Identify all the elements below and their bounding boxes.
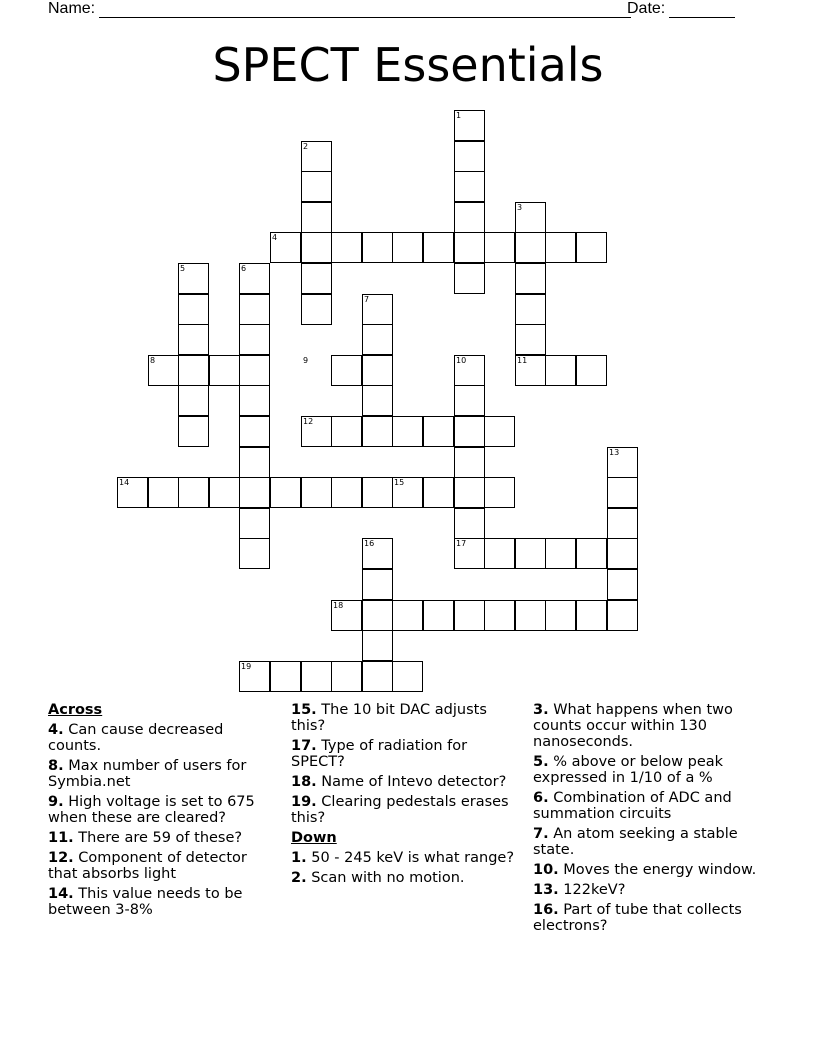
clue-item [48,794,268,826]
clue-item [48,722,268,754]
date-label: Date: [627,0,666,17]
grid-cell[interactable] [454,416,485,447]
grid-cell[interactable] [362,477,393,508]
grid-cell[interactable] [607,569,638,600]
grid-cell[interactable] [178,385,209,416]
grid-cell[interactable] [454,477,485,508]
grid-cell[interactable] [607,477,638,508]
grid-cell[interactable] [454,141,485,172]
grid-cell[interactable] [484,416,515,447]
clue-item [48,886,268,918]
clue-item-text: Part of tube that collects electrons? [533,902,742,934]
clue-number: 1 [456,111,462,120]
clue-number: 19 [241,662,252,671]
clue-number: 15 [394,478,405,487]
across-clues-column-1 [48,702,268,922]
grid-cell[interactable] [209,477,240,508]
grid-cell[interactable] [392,416,423,447]
grid-cell[interactable] [270,661,301,692]
grid-cell[interactable] [576,600,607,631]
clue-number: 2 [303,142,309,151]
grid-cell[interactable] [239,508,270,539]
grid-cell[interactable] [239,447,270,478]
clue-item [533,882,765,898]
grid-cell[interactable] [392,232,423,263]
clue-item [48,850,268,882]
clue-number: 7 [364,295,370,304]
clue-item-number: 9. [48,794,64,810]
grid-cell[interactable] [392,661,423,692]
grid-cell[interactable] [362,630,393,661]
clue-item-text: % above or below peak expressed in 1/10 of a % [533,754,724,786]
grid-cell[interactable] [454,171,485,202]
grid-cell[interactable] [515,263,546,294]
clue-number: 18 [333,601,344,610]
grid-cell[interactable] [576,355,607,386]
clue-number: 12 [303,417,314,426]
clue-number: 10 [456,356,467,365]
clues-column-2 [291,702,519,890]
grid-cell[interactable] [362,600,393,631]
clue-item [533,862,765,878]
clue-item-number: 12. [48,850,74,866]
down-heading: Down [291,830,337,846]
clue-item [48,758,268,790]
clue-item [533,702,765,750]
clue-number: 5 [180,264,186,273]
clue-item-number: 16. [533,902,559,918]
grid-cell[interactable] [301,661,332,692]
clue-item-number: 1. [291,850,307,866]
clue-item-text: What happens when two counts occur within 130 nanoseconds. [533,702,733,750]
clue-number: 13 [609,448,620,457]
grid-cell[interactable] [239,416,270,447]
clue-item-number: 2. [291,870,307,886]
clue-item-text: Name of Intevo detector? [316,774,507,790]
clue-item [291,702,519,734]
clue-item [291,738,519,770]
grid-cell[interactable] [454,232,485,263]
grid-cell[interactable] [545,355,576,386]
clue-number: 14 [119,478,130,487]
clue-item-number: 14. [48,886,74,902]
grid-cell[interactable] [301,171,332,202]
grid-cell[interactable] [239,385,270,416]
grid-cell[interactable] [331,232,362,263]
grid-cell[interactable] [362,569,393,600]
grid-cell[interactable] [515,600,546,631]
clue-item [533,902,765,934]
clue-item-text: High voltage is set to 675 when these are cleared? [48,794,255,826]
grid-cell[interactable] [362,324,393,355]
grid-cell[interactable] [484,600,515,631]
grid-cell[interactable] [454,600,485,631]
grid-cell[interactable] [454,508,485,539]
clue-item-text: Scan with no motion. [306,870,465,886]
clue-item-number: 4. [48,722,64,738]
grid-cell[interactable] [178,324,209,355]
clue-item-number: 6. [533,790,549,806]
grid-cell[interactable] [209,355,240,386]
grid-cell[interactable] [545,538,576,569]
grid-cell[interactable] [331,416,362,447]
page-title: SPECT Essentials [212,38,604,92]
clue-item-number: 13. [533,882,559,898]
grid-cell[interactable] [178,477,209,508]
clue-item [291,794,519,826]
name-label: Name: [48,0,96,17]
clue-item-number: 3. [533,702,549,718]
grid-cell[interactable] [362,661,393,692]
clue-item-text: Clearing pedestals erases this? [291,794,509,826]
clue-item [291,870,519,886]
clue-item-number: 7. [533,826,549,842]
grid-cell[interactable] [607,508,638,539]
grid-cell[interactable] [423,232,454,263]
clue-item-text: This value needs to be between 3-8% [48,886,243,918]
clue-number: 17 [456,539,467,548]
grid-cell[interactable] [362,232,393,263]
grid-cell[interactable] [607,600,638,631]
clue-item-text: Combination of ADC and summation circuits [533,790,732,822]
clue-item [291,774,519,790]
clue-item-number: 17. [291,738,317,754]
grid-cell[interactable] [423,477,454,508]
clue-item-number: 11. [48,830,74,846]
clue-item [533,790,765,822]
grid-cell[interactable] [301,294,332,325]
grid-cell[interactable] [362,385,393,416]
grid-cell[interactable] [301,477,332,508]
clue-item-text: The 10 bit DAC adjusts this? [291,702,487,734]
grid-cell[interactable] [545,232,576,263]
grid-cell[interactable] [484,232,515,263]
grid-cell[interactable] [454,263,485,294]
grid-cell[interactable] [178,294,209,325]
clue-item-text: There are 59 of these? [73,830,243,846]
grid-cell[interactable] [576,538,607,569]
grid-cell[interactable] [515,538,546,569]
clue-item [291,850,519,866]
clue-item-text: An atom seeking a stable state. [533,826,738,858]
clue-number: 16 [364,539,375,548]
grid-cell[interactable] [362,416,393,447]
grid-cell[interactable] [301,232,332,263]
grid-cell[interactable] [239,324,270,355]
clue-number: 11 [517,356,528,365]
grid-cell[interactable] [484,538,515,569]
grid-cell[interactable] [607,538,638,569]
clue-item-text: Type of radiation for SPECT? [291,738,468,770]
grid-cell[interactable] [454,385,485,416]
clue-item [533,826,765,858]
grid-cell[interactable] [331,355,362,386]
grid-cell[interactable] [515,294,546,325]
clue-number: 6 [241,264,247,273]
grid-cell[interactable] [515,324,546,355]
grid-cell[interactable] [423,416,454,447]
grid-cell[interactable] [423,600,454,631]
grid-cell[interactable] [239,477,270,508]
clue-item-text: Can cause decreased counts. [48,722,224,754]
grid-cell[interactable] [362,355,393,386]
grid-cell[interactable] [576,232,607,263]
grid-cell[interactable] [239,538,270,569]
clue-item-number: 19. [291,794,317,810]
grid-cell[interactable] [148,477,179,508]
grid-cell[interactable] [239,355,270,386]
grid-cell[interactable] [545,600,576,631]
grid-cell[interactable] [454,202,485,233]
grid-cell[interactable] [301,202,332,233]
grid-cell[interactable] [178,416,209,447]
clue-number: 4 [272,233,278,242]
grid-cell[interactable] [331,661,362,692]
clue-item-text: 50 - 245 keV is what range? [306,850,515,866]
grid-cell[interactable] [392,600,423,631]
clue-item-text: Max number of users for Symbia.net [48,758,247,790]
clue-number: 3 [517,203,523,212]
across-heading: Across [48,702,103,718]
clue-item-number: 5. [533,754,549,770]
clue-item-number: 8. [48,758,64,774]
clue-item [533,754,765,786]
grid-cell[interactable] [515,232,546,263]
clue-item-number: 15. [291,702,317,718]
clue-number: 8 [150,356,156,365]
clue-item-text: Component of detector that absorbs light [48,850,247,882]
grid-cell[interactable] [454,447,485,478]
grid-cell[interactable] [270,477,301,508]
clue-item-number: 10. [533,862,559,878]
grid-cell[interactable] [239,294,270,325]
clue-item [48,830,268,846]
grid-cell[interactable] [178,355,209,386]
clue-item-text: Moves the energy window. [558,862,757,878]
clue-item-number: 18. [291,774,317,790]
down-clues-column-3 [533,702,765,938]
clue-number: 9 [303,356,309,365]
clue-item-text: 122keV? [558,882,626,898]
grid-cell[interactable] [484,477,515,508]
grid-cell[interactable] [331,477,362,508]
grid-cell[interactable] [301,263,332,294]
